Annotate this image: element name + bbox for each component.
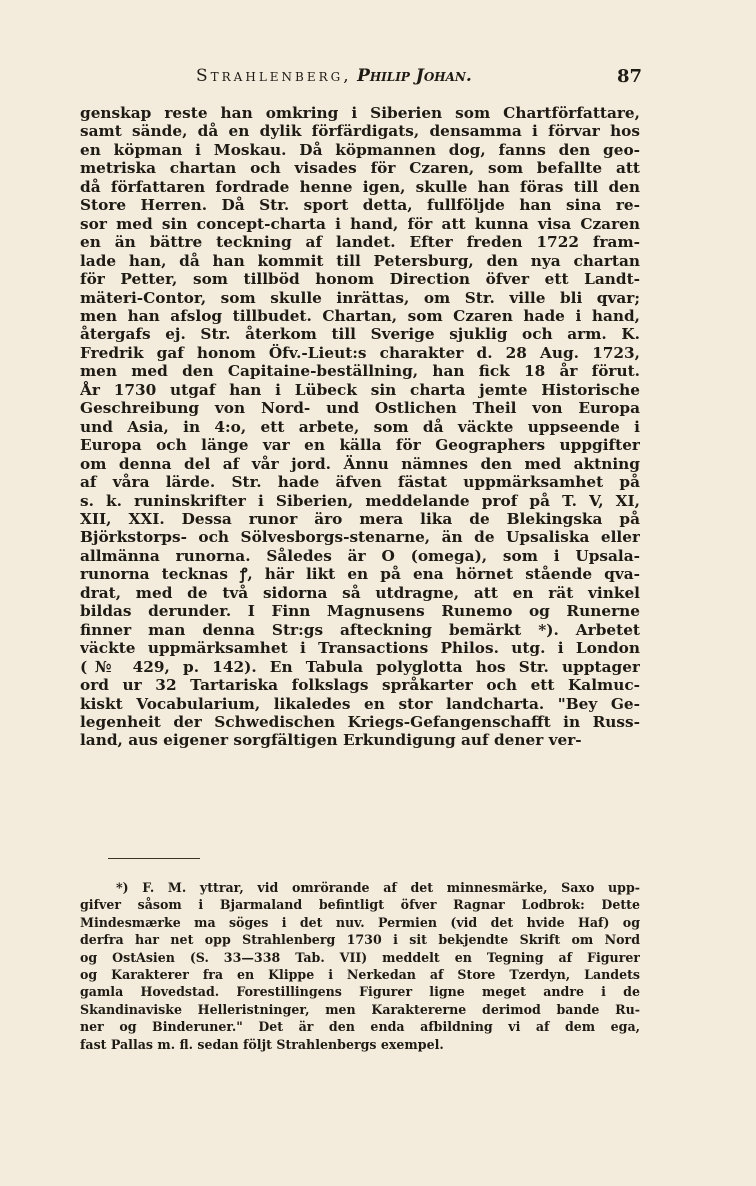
body-line: väckte uppmärksamhet i Transactions Philos. utg. i London [80,639,640,658]
body-line: Björkstorps- och Sölvesborgs-stenarne, än de Upsaliska eller [80,528,640,547]
body-line: af våra lärde. Str. hade äfven fästat uppmärksamhet på [80,473,640,492]
body-line: då författaren fordrade henne igen, skulle han föras till den [80,177,640,196]
body-line: återgafs ej. Str. återkom till Sverige sjuklig och arm. K. [80,325,640,344]
footnote-rule [108,858,200,859]
body-line: ord ur 32 Tartariska folkslags språkarter och ett Kalmuc- [80,676,640,695]
body-line: Europa och länge var en källa för Geographers uppgifter [80,436,640,455]
body-line: samt sände, då en dylik förfärdigats, densamma i förvar hos [80,122,640,141]
body-line: för Petter, som tillböd honom Direction öfver ett Landt- [80,270,640,289]
body-line: genskap reste han omkring i Siberien som Chartförfattare, [80,104,640,122]
body-line: mäteri-Contor, som skulle inrättas, om Str. ville bli qvar; [80,288,640,307]
footnote-line: ner og Binderuner." Det är den enda afbildning vi af dem ega, [80,1019,640,1035]
footnote-line: gamla Hovedstad. Forestillingens Figurer ligne meget andre i de [80,984,640,1000]
body-line: finner man denna Str:gs afteckning bemärkt *). Arbetet [80,620,640,639]
body-line: bildas derunder. I Finn Magnusens Runemo og Runerne [80,602,640,621]
body-line: metriska chartan och visades för Czaren, som befallte att [80,159,640,178]
body-line: Fredrik gaf honom Öfv.-Lieut:s charakter d. 28 Aug. 1723, [80,343,640,362]
footnote-line: *) F. M. yttrar, vid omrörande af det minnesmärke, Saxo upp- [116,880,640,895]
page-number: 87 [616,66,642,87]
body-line: allmänna runorna. Således är O (omega), som i Upsala- [80,546,640,565]
body-line: (№ 429, p. 142). En Tabula polyglotta hos Str. upptager [80,657,640,676]
body-line: s. k. runinskrifter i Siberien, meddelande prof på T. V, XI, [80,491,640,510]
running-head-given-name: Philip Johan. [357,66,472,86]
footnote-line: gifver såsom i Bjarmaland befintligt öfver Ragnar Lodbrok: Dette [80,897,640,913]
footnote-line: Skandinaviske Helleristninger, men Karaktererne derimod bande Ru- [80,1001,640,1017]
body-line: drat, med de två sidorna så utdragne, att en rät vinkel [80,583,640,602]
body-line: Geschreibung von Nord- und Ostlichen Theil von Europa [80,399,640,418]
footnote [80,879,640,1053]
footnote-line: og Karakterer fra en Klippe i Nerkedan af Store Tzerdyn, Landets [80,967,640,983]
body-text [80,104,640,750]
running-head [196,66,472,86]
body-line: År 1730 utgaf han i Lübeck sin charta jemte Historische [80,380,640,399]
body-line: om denna del af vår jord. Ännu nämnes den med aktning [80,454,640,473]
body-line: land, aus eigener sorgfältigen Erkundigung auf dener ver- [80,731,582,750]
body-line: XII, XXI. Dessa runor äro mera lika de Blekingska på [80,509,640,528]
body-line: en än bättre teckning af landet. Efter freden 1722 fram- [80,233,640,252]
body-line: sor med sin concept-charta i hand, för att kunna visa Czaren [80,214,640,233]
footnote-line: Mindesmærke ma söges i det nuv. Permien (vid det hvide Haf) og [80,914,640,930]
body-line: en köpman i Moskau. Då köpmannen dog, fanns den geo- [80,140,640,159]
footnote-line: og OstAsien (S. 33—338 Tab. VII) meddelt en Tegning af Figurer [80,949,640,965]
body-line: men han afslog tillbudet. Chartan, som Czaren hade i hand, [80,306,640,325]
body-line: lade han, då han kommit till Petersburg, den nya chartan [80,251,640,270]
footnote-line: derfra har net opp Strahlenberg 1730 i sit bekjendte Skrift om Nord [80,932,640,948]
body-line: und Asia, in 4:o, ett arbete, som då väckte uppseende i [80,417,640,436]
running-head-surname: Strahlenberg, [196,66,352,86]
body-line: Store Herren. Då Str. sport detta, fullföljde han sina re- [80,196,640,215]
body-line: men med den Capitaine-beställning, han fick 18 år förut. [80,362,640,381]
footnote-line: fast Pallas m. fl. sedan följt Strahlenbergs exempel. [80,1036,444,1052]
body-line: kiskt Vocabularium, likaledes en stor landcharta. "Bey Ge- [80,694,640,713]
page-header [82,66,642,92]
body-line: legenheit der Schwedischen Kriegs-Gefangenschafft in Russ- [80,712,640,731]
body-line: runorna tecknas ꝭ, här likt en på ena hörnet stående qva- [80,565,640,584]
